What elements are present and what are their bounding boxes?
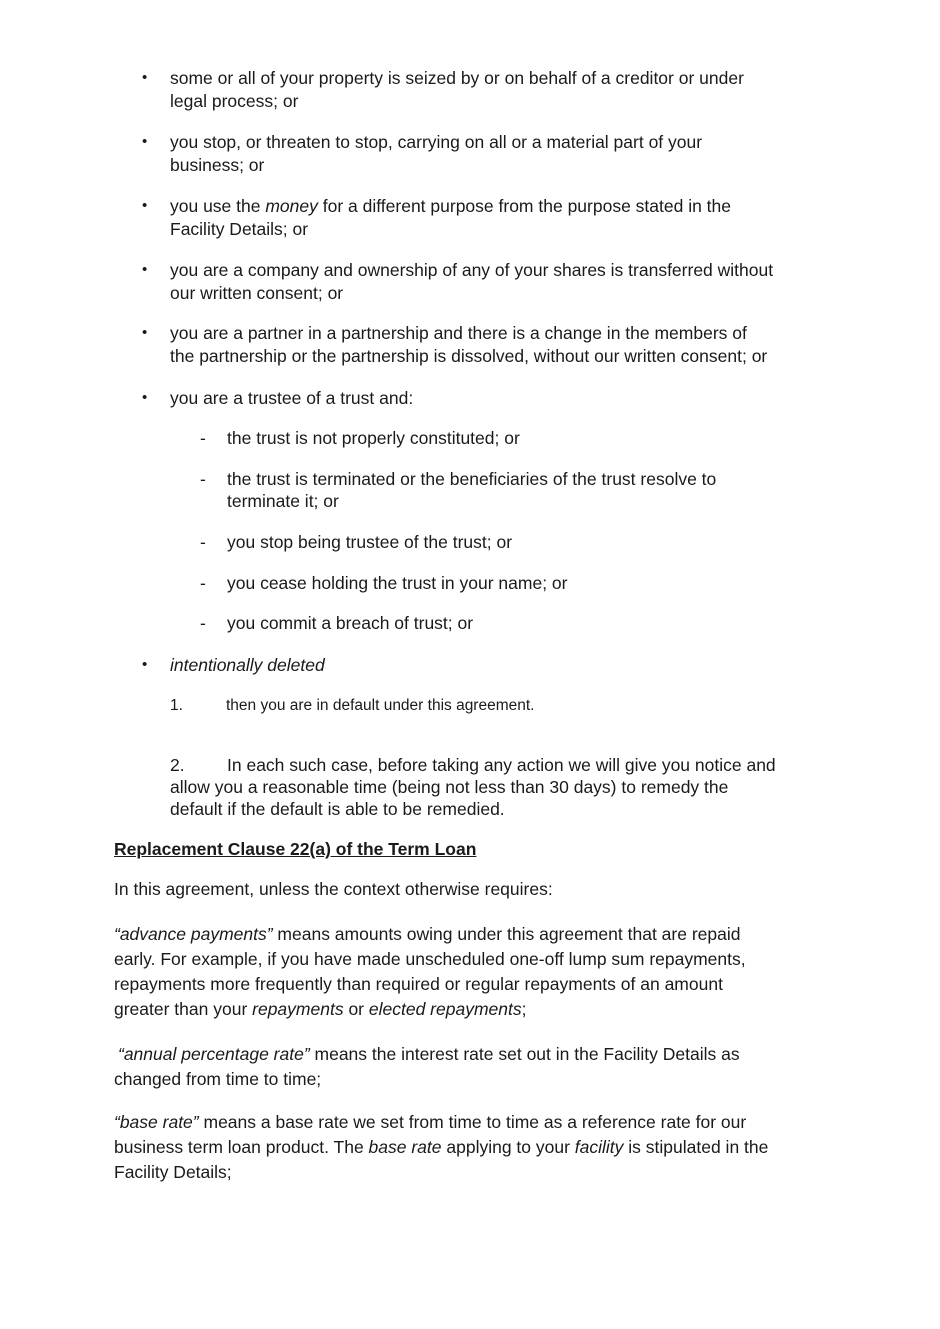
bullet-marker: • <box>142 261 148 278</box>
definition-annual-percentage-rate <box>118 1043 740 1065</box>
sub-item-text: the trust is terminated or the beneficiaries of the trust resolve to <box>227 469 717 489</box>
sub-item-text: you commit a breach of trust; or <box>227 613 474 633</box>
definition-base-rate <box>114 1111 746 1133</box>
numbered-text: In each such case, before taking any action we will give you notice and <box>227 755 776 775</box>
bullet-text: some or all of your property is seized by or on behalf of a creditor or under <box>170 68 744 88</box>
dash-marker: - <box>200 613 206 633</box>
emphasis-repayments: repayments <box>252 999 344 1019</box>
definition-line: changed from time to time; <box>114 1069 322 1089</box>
numbered-text: default if the default is able to be remedied. <box>170 799 505 819</box>
bullet-text: our written consent; or <box>170 283 344 303</box>
emphasis-deleted: intentionally deleted <box>170 655 325 675</box>
text-run: means amounts owing under this agreement that are repaid <box>272 924 741 944</box>
bullet-text: you stop, or threaten to stop, carrying on all or a material part of your <box>170 132 703 152</box>
emphasis-facility: facility <box>574 1137 624 1157</box>
text-run: greater than your <box>114 999 253 1019</box>
definition-line <box>114 1136 768 1158</box>
bullet-text: legal process; or <box>170 91 299 111</box>
defined-term: “advance payments” <box>114 924 273 944</box>
bullet-text: you are a trustee of a trust and: <box>170 388 414 408</box>
definition-line: Facility Details; <box>114 1162 232 1182</box>
bullet-text: business; or <box>170 155 265 175</box>
bullet-text-deleted <box>170 654 325 676</box>
bullet-marker: • <box>142 656 148 673</box>
defined-term: “base rate” <box>114 1112 199 1132</box>
bullet-text <box>170 195 731 217</box>
definition-line: repayments more frequently than required or regular repayments of an amount <box>114 974 723 994</box>
dash-marker: - <box>200 532 206 552</box>
numbered-marker: 2. <box>170 755 185 775</box>
bullet-marker: • <box>142 197 148 214</box>
text-run: is stipulated in the <box>623 1137 769 1157</box>
emphasis-money: money <box>265 196 318 216</box>
numbered-text: then you are in default under this agreement. <box>226 697 535 714</box>
bullet-text: you are a company and ownership of any of your shares is transferred without <box>170 260 774 280</box>
section-heading: Replacement Clause 22(a) of the Term Loan <box>114 839 477 859</box>
definition-advance-payments <box>114 923 740 945</box>
text-run: for a different purpose from the purpose stated in the <box>317 196 732 216</box>
text-run: means the interest rate set out in the Facility Details as <box>309 1044 740 1064</box>
emphasis-base-rate: base rate <box>368 1137 442 1157</box>
bullet-text: Facility Details; or <box>170 219 309 239</box>
emphasis-elected-repayments: elected repayments <box>368 999 522 1019</box>
dash-marker: - <box>200 428 206 448</box>
text-run: you use the <box>170 196 266 216</box>
numbered-text: allow you a reasonable time (being not less than 30 days) to remedy the <box>170 777 729 797</box>
text-run: means a base rate we set from time to time as a reference rate for our <box>198 1112 747 1132</box>
text-run: or <box>343 999 369 1019</box>
dash-marker: - <box>200 573 206 593</box>
text-run: applying to your <box>441 1137 575 1157</box>
bullet-text: the partnership or the partnership is dissolved, without our written consent; or <box>170 346 768 366</box>
bullet-marker: • <box>142 133 148 150</box>
text-run: ; <box>521 999 527 1019</box>
bullet-marker: • <box>142 324 148 341</box>
sub-item-text: terminate it; or <box>227 491 339 511</box>
bullet-marker: • <box>142 69 148 86</box>
sub-item-text: the trust is not properly constituted; or <box>227 428 520 448</box>
sub-item-text: you stop being trustee of the trust; or <box>227 532 513 552</box>
intro-text: In this agreement, unless the context otherwise requires: <box>114 879 553 899</box>
bullet-text: you are a partner in a partnership and there is a change in the members of <box>170 323 747 343</box>
numbered-marker: 1. <box>170 697 183 714</box>
text-run: business term loan product. The <box>114 1137 369 1157</box>
dash-marker: - <box>200 469 206 489</box>
definition-line <box>114 998 526 1020</box>
definition-line: early. For example, if you have made unscheduled one-off lump sum repayments, <box>114 949 746 969</box>
bullet-marker: • <box>142 389 148 406</box>
defined-term: “annual percentage rate” <box>118 1044 310 1064</box>
sub-item-text: you cease holding the trust in your name; or <box>227 573 568 593</box>
